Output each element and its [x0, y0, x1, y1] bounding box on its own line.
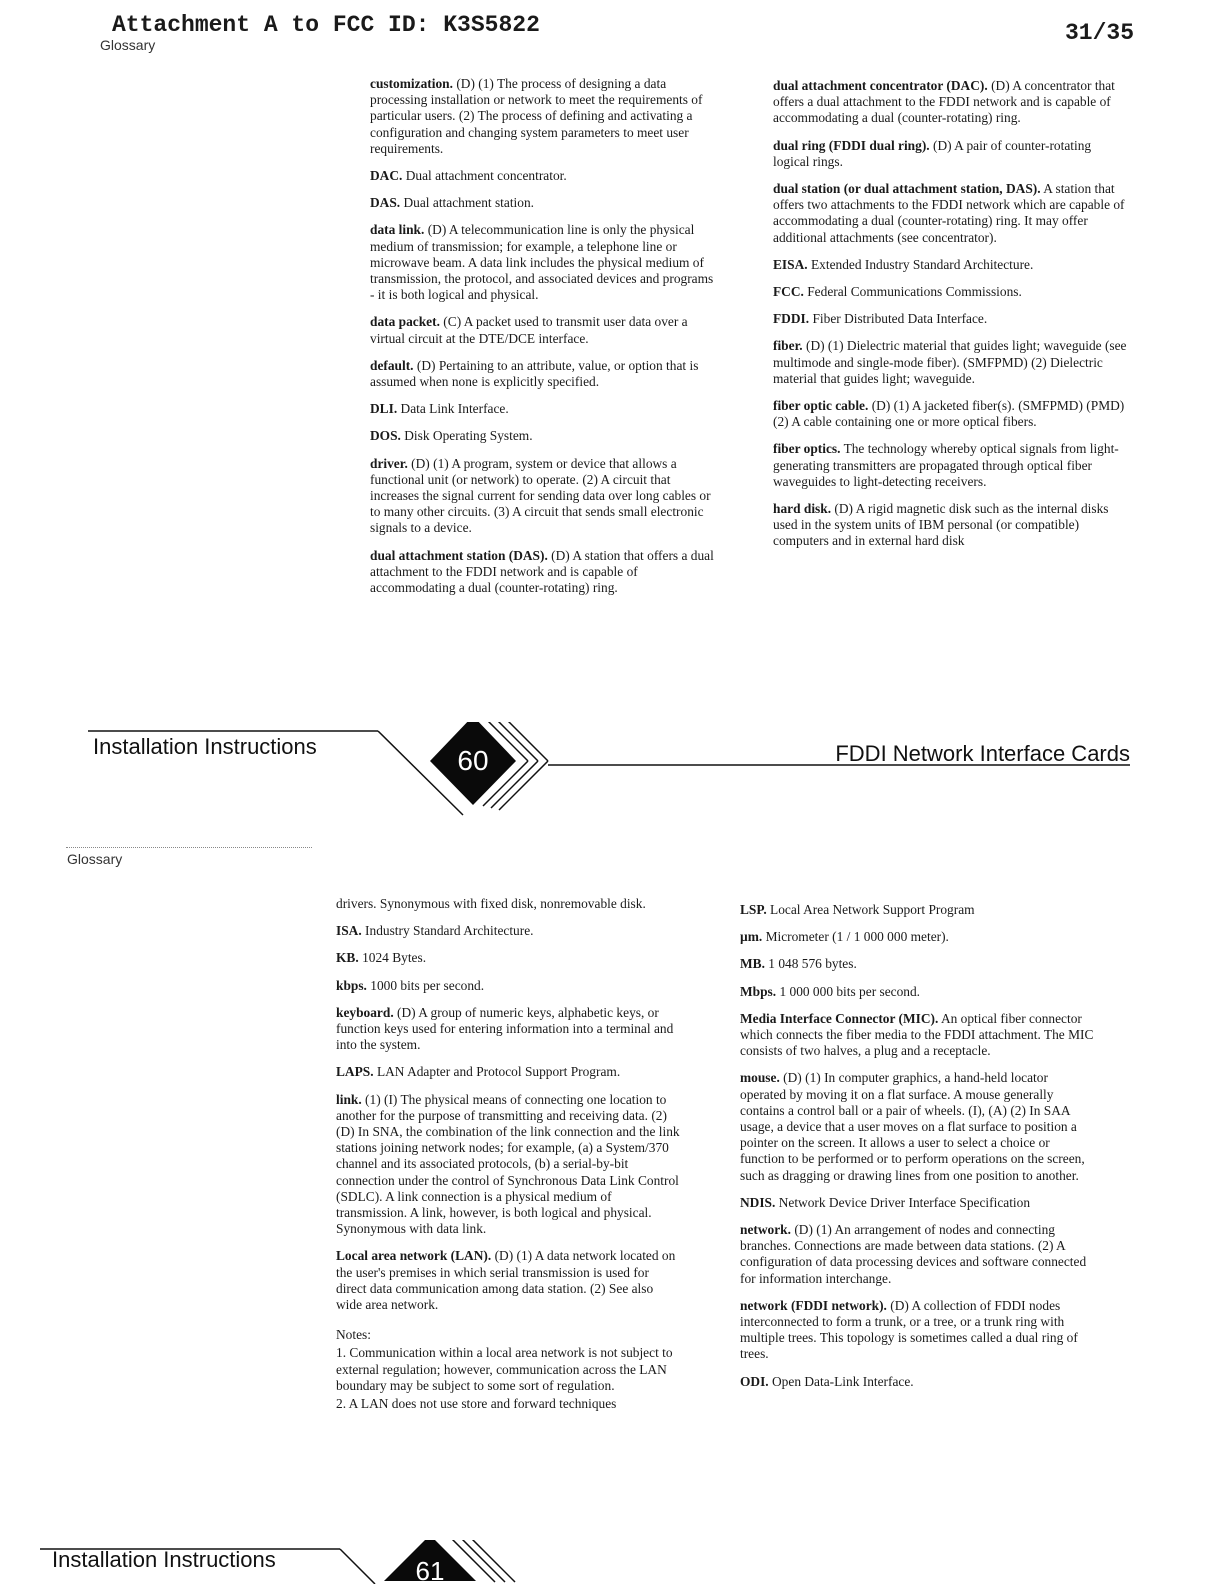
glossary-term: NDIS.	[740, 1194, 776, 1210]
glossary-definition: (D) A rigid magnetic disk such as the internal disks used in the system units of IBM personal (or compatible) computers and in external hard disk	[773, 501, 1109, 549]
glossary-definition: (D) Pertaining to an attribute, value, or option that is assumed when none is explicitly specified.	[370, 357, 699, 390]
glossary-term: mouse.	[740, 1070, 780, 1086]
glossary-entry	[773, 138, 1128, 170]
glossary-definition: Micrometer (1 / 1 000 000 meter).	[765, 929, 949, 945]
glossary-entry	[773, 284, 1128, 300]
page-number: 31/35	[1064, 20, 1134, 46]
glossary-definition: The technology whereby optical signals from light-generating transmitters are propagated through optical fiber waveguides to light-detecting receivers.	[773, 441, 1119, 489]
glossary-column-bottom-right	[740, 902, 1095, 1401]
section-label-bottom: Glossary	[67, 851, 123, 867]
glossary-definition: Local Area Network Support Program	[770, 902, 975, 917]
glossary-definition: 1 048 576 bytes.	[768, 956, 857, 972]
glossary-term: DLI.	[370, 401, 398, 417]
footer-product-label: FDDI Network Interface Cards	[835, 741, 1130, 766]
glossary-entry	[740, 902, 1095, 918]
glossary-definition: Dual attachment station.	[403, 195, 535, 211]
notes-title: Notes:	[336, 1327, 371, 1343]
glossary-definition: (D) A collection of FDDI nodes interconnected to form a trunk, or a tree, or a trunk ring with multiple trees. This topology is sometimes called a dual ring of trees.	[740, 1297, 1078, 1362]
glossary-definition: (D) A station that offers a dual attachment to the FDDI network and is capable of accommodating a dual (counter-rotating) ring.	[370, 547, 714, 596]
footer-installation-label-2: Installation Instructions	[52, 1547, 276, 1572]
glossary-entry	[336, 896, 681, 912]
glossary-entry	[370, 401, 715, 417]
glossary-definition: drivers. Synonymous with fixed disk, nonremovable disk.	[336, 896, 646, 911]
note-item: 1. Communication within a local area network is not subject to external regulation; however, communication across the LAN boundary may be subject to some sort of regulation.	[336, 1345, 673, 1393]
glossary-definition: (1) (I) The physical means of connecting one location to another for the purpose of transmitting and receiving data. (2) (D) In SNA, the combination of the link connection and the link stations joining network nodes; for example, (a) a System/370 channel and its associated protocols, (b) a serial-by-bit connection under the control of Synchronous Data Link Control (SDLC). A link connection is a physical medium of transmission. A link, however, is both logical and physical. Synonymous with data link.	[336, 1091, 680, 1237]
glossary-entry	[740, 1195, 1095, 1211]
glossary-term: Media Interface Connector (MIC).	[740, 1010, 939, 1026]
glossary-definition: Data Link Interface.	[400, 401, 509, 417]
glossary-entry	[370, 358, 715, 390]
glossary-term: EISA.	[773, 256, 808, 272]
glossary-term: KB.	[336, 950, 359, 966]
glossary-definition: (D) (1) An arrangement of nodes and connecting branches. Connections are made between data stations. (2) A configuration of data processing devices and software connected for information interchange.	[740, 1222, 1087, 1286]
glossary-entry	[773, 257, 1128, 273]
glossary-definition: (D) (1) A jacketed fiber(s). (SMFPMD) (PMD) (2) A cable containing one or more optical fibers.	[773, 398, 1125, 430]
footer-installation-label: Installation Instructions	[93, 734, 317, 759]
glossary-entry	[740, 1374, 1095, 1390]
glossary-entry	[370, 222, 715, 303]
glossary-definition: (D) A concentrator that offers a dual attachment to the FDDI network and is capable of accommodating a dual (counter-rotating) ring.	[773, 78, 1115, 126]
glossary-entry	[336, 1005, 681, 1054]
glossary-definition: (D) A telecommunication line is only the physical medium of transmission; for example, a telephone line or microwave beam. A data link includes the physical medium of transmission, the protocol, and associated devices and programs - it is both logical and physical.	[370, 222, 714, 303]
glossary-entry	[370, 314, 715, 346]
glossary-entry	[370, 428, 715, 444]
glossary-definition: Extended Industry Standard Architecture.	[810, 256, 1034, 272]
glossary-entry	[773, 338, 1128, 387]
glossary-definition: An optical fiber connector which connects the fiber media to the FDDI attachment. The MIC consists of two halves, a plug and a receptacle.	[740, 1010, 1094, 1059]
glossary-term: DOS.	[370, 428, 401, 444]
glossary-definition: Open Data-Link Interface.	[772, 1373, 914, 1389]
footer-ornament	[88, 722, 1138, 822]
glossary-entry	[336, 978, 681, 994]
glossary-term: Local area network (LAN).	[336, 1248, 492, 1264]
glossary-definition: Dual attachment concentrator.	[405, 168, 567, 184]
glossary-definition: 1000 bits per second.	[370, 977, 485, 993]
glossary-definition: Industry Standard Architecture.	[365, 923, 534, 939]
section-divider	[66, 847, 312, 848]
footer-page-number-60: 60	[457, 745, 489, 776]
glossary-entry	[370, 548, 715, 597]
footer-page-number-61: 61	[415, 1556, 445, 1584]
glossary-term: fiber optics.	[773, 441, 841, 457]
glossary-definition: LAN Adapter and Protocol Support Program.	[376, 1064, 621, 1080]
glossary-definition: (D) A group of numeric keys, alphabetic keys, or function keys used for entering information into a terminal and into the system.	[336, 1004, 674, 1053]
glossary-entry	[336, 1092, 681, 1238]
glossary-definition: Network Device Driver Interface Specification	[778, 1194, 1031, 1210]
glossary-entry	[773, 398, 1128, 430]
glossary-entry	[740, 1222, 1095, 1287]
glossary-entry	[740, 1011, 1095, 1060]
glossary-term: dual ring (FDDI dual ring).	[773, 137, 930, 153]
glossary-entry	[336, 1064, 681, 1080]
glossary-term: network (FDDI network).	[740, 1297, 887, 1313]
glossary-definition: (D) A pair of counter-rotating logical rings.	[773, 137, 1092, 169]
glossary-definition: 1024 Bytes.	[362, 950, 427, 966]
glossary-entry	[740, 929, 1095, 945]
glossary-term: dual attachment station (DAS).	[370, 547, 548, 563]
glossary-term: customization.	[370, 76, 453, 91]
glossary-column-top-right	[773, 78, 1128, 561]
glossary-term: dual attachment concentrator (DAC).	[773, 78, 988, 93]
header-title: Attachment A to FCC ID: K3S5822	[112, 12, 540, 38]
section-label-top: Glossary	[100, 37, 156, 53]
glossary-definition: Federal Communications Commissions.	[807, 284, 1022, 300]
glossary-term: LAPS.	[336, 1064, 374, 1080]
glossary-entry	[773, 501, 1128, 550]
glossary-entry	[740, 1070, 1095, 1183]
glossary-term: network.	[740, 1222, 791, 1238]
notes-block	[336, 1327, 681, 1412]
glossary-term: dual station (or dual attachment station, DAS).	[773, 181, 1041, 197]
glossary-definition: (C) A packet used to transmit user data over a virtual circuit at the DTE/DCE interface.	[370, 314, 688, 346]
glossary-term: µm.	[740, 929, 763, 945]
glossary-entry	[740, 956, 1095, 972]
glossary-definition: (D) (1) A data network located on the user's premises in which serial transmission is used for direct data communication among data station. (2) See also wide area network.	[336, 1248, 676, 1313]
glossary-term: default.	[370, 357, 414, 373]
glossary-term: kbps.	[336, 977, 367, 993]
glossary-term: data packet.	[370, 314, 440, 330]
note-item: 2. A LAN does not use store and forward techniques	[336, 1396, 617, 1412]
glossary-entry	[336, 950, 681, 966]
glossary-term: FCC.	[773, 284, 804, 300]
glossary-entry	[773, 181, 1128, 246]
glossary-entry	[336, 923, 681, 939]
glossary-definition: A station that offers two attachments to the FDDI network which are capable of accommodating a dual (counter-rotating) ring. It may offer additional attachments (see concentrator).	[773, 181, 1125, 245]
glossary-term: MB.	[740, 956, 765, 972]
glossary-term: LSP.	[740, 902, 767, 917]
glossary-entry	[773, 441, 1128, 490]
glossary-definition: (D) (1) In computer graphics, a hand-held locator operated by moving it on a flat surface. A mouse generally contains a control ball or a pair of wheels. (I), (A) (2) In SAA usage, a device that a user moves on a flat surface to position a pointer on the screen. It allows a user to select a choice or function to be performed or to perform operations on the screen, such as dragging or drawing lines from one position to another.	[740, 1070, 1085, 1183]
glossary-term: link.	[336, 1091, 362, 1107]
glossary-term: data link.	[370, 222, 425, 238]
glossary-definition: (D) (1) The process of designing a data processing installation or network to meet the requirements of particular users. (2) The process of defining and activating a configuration and changing system parameters to meet user requirements.	[370, 76, 703, 156]
glossary-term: DAS.	[370, 195, 401, 211]
glossary-definition: (D) (1) A program, system or device that allows a functional unit (or network) to operate. (2) A circuit that increases the signal current for sending data over long cables or to many other circuits. (3) A circuit that sends small electronic signals to a device.	[370, 455, 711, 536]
glossary-entry	[740, 1298, 1095, 1363]
glossary-definition: 1 000 000 bits per second.	[779, 983, 921, 999]
glossary-term: FDDI.	[773, 311, 810, 327]
glossary-entry	[773, 78, 1128, 127]
glossary-term: DAC.	[370, 168, 403, 184]
glossary-definition: Fiber Distributed Data Interface.	[812, 311, 988, 327]
glossary-definition: (D) (1) Dielectric material that guides light; waveguide (see multimode and single-mode fiber). (SMFPMD) (2) Dielectric material that guides light; waveguide.	[773, 338, 1127, 386]
glossary-term: fiber.	[773, 338, 803, 354]
glossary-column-top-left	[370, 76, 715, 607]
glossary-term: hard disk.	[773, 501, 832, 517]
glossary-entry	[740, 984, 1095, 1000]
glossary-term: fiber optic cable.	[773, 398, 869, 414]
glossary-entry	[336, 1248, 681, 1313]
glossary-term: Mbps.	[740, 983, 777, 999]
glossary-column-bottom-left	[336, 896, 681, 1414]
glossary-definition: Disk Operating System.	[404, 428, 533, 444]
footer-ornament-2	[40, 1540, 540, 1584]
glossary-entry	[773, 311, 1128, 327]
glossary-entry	[370, 76, 715, 157]
glossary-entry	[370, 456, 715, 537]
glossary-entry	[370, 168, 715, 184]
glossary-entry	[370, 195, 715, 211]
glossary-term: keyboard.	[336, 1004, 394, 1020]
glossary-term: ISA.	[336, 923, 362, 939]
glossary-term: ODI.	[740, 1373, 769, 1389]
glossary-term: driver.	[370, 455, 408, 471]
